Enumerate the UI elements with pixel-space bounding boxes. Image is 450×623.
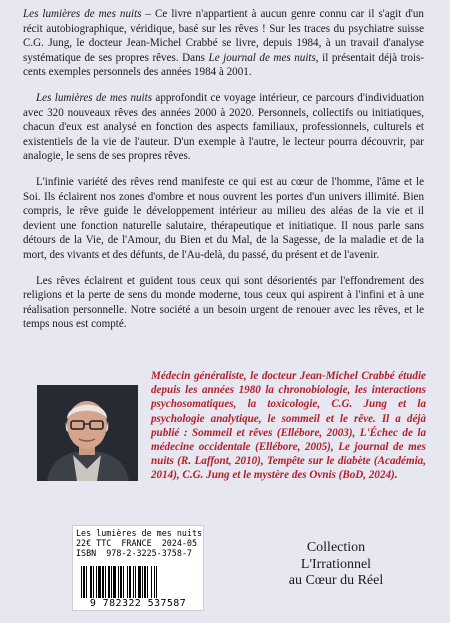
- journal-title-ref: Le journal de mes nuits,: [208, 51, 319, 64]
- barcode-price: 22€ TTC FRANCE 2024-05: [76, 538, 198, 548]
- paragraph-1-text-a: – Ce livre n'appartient à aucun genre connu car il s'agit d'un récit autobiographique, véridique, basé sur les rêves ! Sur les traces du psychiatre suisse C.G. Jung, le docteur Jean-Michel Crabbé se livre, depuis 1984, à un travail d'analyse systématique de ses propres rêves. Dans: [23, 8, 424, 64]
- author-bio: Médecin généraliste, le docteur Jean-Michel Crabbé étudie depuis les années 1980 la chronobiologie, les interactions psychosomatiques, la toxicologie, C.G. Jung et la psychologie analytique, le sommeil et le rêve. Il a déjà publié : Sommeil et rêves (Ellébore, 2003), L'Échec de la médecine occidentale (Ellébore, 2005), Le journal de mes nuits (R. Laffont, 2010), Tempête sur le diabète (Académia, 2014), C.G. Jung et le mystère des Ovnis (BoD, 2024).: [151, 370, 426, 482]
- collection-line-2: L'Irrationnel: [300, 556, 372, 572]
- barcode-isbn: ISBN 978-2-3225-3758-7: [76, 548, 192, 558]
- paragraph-2: [23, 91, 424, 164]
- collection-label: [256, 540, 416, 590]
- paragraph-1-text-b: il présentait déjà trois-cents exemples personnels des années 1984 à 2001.: [23, 51, 424, 79]
- back-cover-text: [23, 7, 424, 343]
- paragraph-2-text: approfondit ce voyage intérieur, ce parcours d'individuation avec 320 nouveaux rêves des années 2000 à 2020. Personnels, collectifs ou initiatiques, chacun d'eux est analysé en fonction des aspects familiaux, professionnels, culturels et existentiels de la vie de l'auteur. D'un exemple à l'autre, le lecteur pourra découvrir, par analogie, le sens de ses propres rêves.: [23, 91, 424, 163]
- collection-line-1: Collection: [306, 540, 366, 555]
- paragraph-3: L'infinie variété des rêves rend manifeste ce qui est au cœur de l'homme, l'âme et le Soi. Ils éclairent nos zones d'ombre et nous ouvrent les portes d'un univers illimité. Bien compris, le rêve guide le développement intérieur au milieu des aléas de la vie et il devient une fonction naturelle salutaire, thérapeutique et initiatique. Il nous parle sans détours de la Vie, de l'Amour, du Bien et du Mal, de la Sagesse, de la maladie et de la mort, des vivants et des défunts, de l'Au-delà, du passé, du présent et de l'avenir.: [23, 175, 424, 261]
- barcode-label: [72, 525, 204, 611]
- collection-line-3: au Cœur du Réel: [288, 573, 384, 588]
- author-photo: [37, 385, 138, 481]
- book-title-ref: Les lumières de mes nuits: [23, 8, 142, 20]
- paragraph-1: [23, 7, 424, 80]
- book-title-ref-2: Les lumières de mes nuits: [36, 91, 153, 104]
- paragraph-4: Les rêves éclairent et guident tous ceux qui sont désorientés par l'effondrement des religions et la perte de sens du monde moderne, tous ceux qui aspirent à l'infini et à une réalisation personnelle. Notre société a un besoin urgent de renouer avec les rêves, et le temps nous est compté.: [23, 274, 424, 331]
- barcode-title: Les lumières de mes nuits: [76, 528, 203, 538]
- barcode-digits: 9 782322 537587: [89, 598, 187, 609]
- barcode-bars: [81, 566, 195, 598]
